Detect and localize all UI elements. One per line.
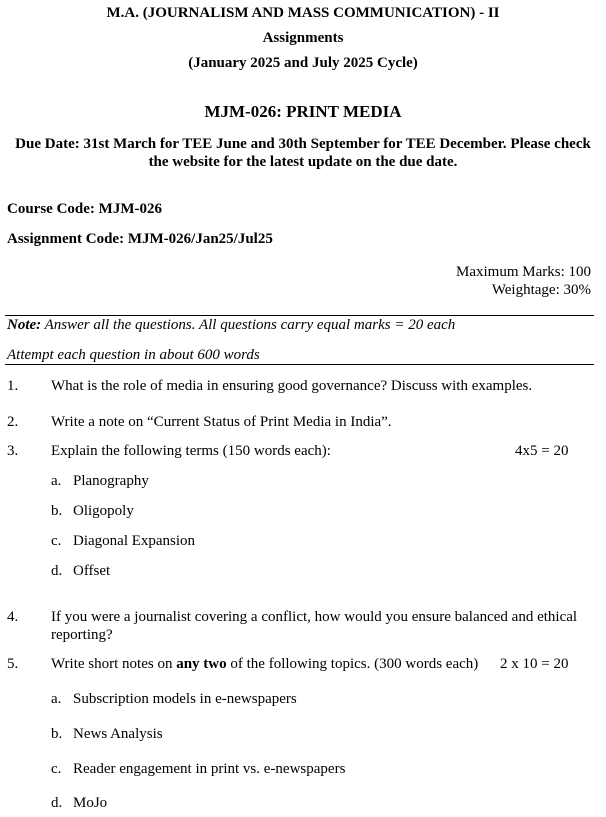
- question-number: 3.: [7, 443, 19, 459]
- item-letter: d.: [51, 795, 63, 811]
- item-text: MoJo: [73, 795, 108, 811]
- bottom-rule: [5, 364, 594, 365]
- programme-title: M.A. (JOURNALISM AND MASS COMMUNICATION) - II: [106, 5, 500, 21]
- item-text: Planography: [73, 473, 149, 489]
- question-text-pre: Write short notes on: [51, 656, 177, 672]
- item-letter: b.: [51, 503, 63, 519]
- due-date-line-1: Due Date: 31st March for TEE June and 30th September for TEE December. Please check: [15, 136, 591, 152]
- question-number: 1.: [7, 378, 19, 394]
- weightage: Weightage: 30%: [491, 282, 591, 298]
- note: [7, 317, 455, 334]
- due-date-line-2: the website for the latest update on the due date.: [148, 154, 458, 170]
- course-code: Course Code: MJM-026: [7, 201, 162, 217]
- note-text: Answer all the questions. All questions carry equal marks = 20 each: [41, 317, 456, 333]
- item-letter: c.: [51, 533, 62, 549]
- cycle-heading: (January 2025 and July 2025 Cycle): [188, 55, 418, 71]
- question-text: [51, 656, 478, 673]
- course-title: MJM-026: PRINT MEDIA: [204, 102, 402, 121]
- assignment-code: Assignment Code: MJM-026/Jan25/Jul25: [7, 231, 273, 247]
- item-text: Diagonal Expansion: [73, 533, 196, 549]
- item-text: Oligopoly: [73, 503, 134, 519]
- question-marks: 2 x 10 = 20: [500, 656, 569, 672]
- item-letter: b.: [51, 726, 63, 742]
- item-letter: c.: [51, 761, 62, 777]
- question-text-line-1: If you were a journalist covering a conflict, how would you ensure balanced and ethical: [51, 609, 578, 625]
- question-text-emphasis: any two: [176, 656, 227, 672]
- top-rule: [5, 315, 594, 316]
- item-text: Subscription models in e-newspapers: [73, 691, 297, 707]
- item-text: Offset: [73, 563, 111, 579]
- question-text: What is the role of media in ensuring good governance? Discuss with examples.: [51, 378, 533, 394]
- question-text-post: of the following topics. (300 words each): [226, 656, 479, 672]
- maximum-marks: Maximum Marks: 100: [456, 264, 591, 280]
- item-text: Reader engagement in print vs. e-newspapers: [73, 761, 346, 777]
- question-number: 2.: [7, 414, 19, 430]
- question-number: 4.: [7, 609, 19, 625]
- question-text-line-2: reporting?: [51, 627, 113, 643]
- item-text: News Analysis: [73, 726, 163, 742]
- attempt-instruction: Attempt each question in about 600 words: [7, 347, 260, 363]
- question-number: 5.: [7, 656, 19, 672]
- assignments-heading: Assignments: [262, 30, 344, 46]
- question-text: Write a note on “Current Status of Print Media in India”.: [51, 414, 392, 430]
- question-marks: 4x5 = 20: [515, 443, 569, 459]
- item-letter: a.: [51, 473, 62, 489]
- question-text: Explain the following terms (150 words each):: [51, 443, 331, 459]
- note-label: Note:: [7, 317, 42, 333]
- item-letter: d.: [51, 563, 63, 579]
- item-letter: a.: [51, 691, 62, 707]
